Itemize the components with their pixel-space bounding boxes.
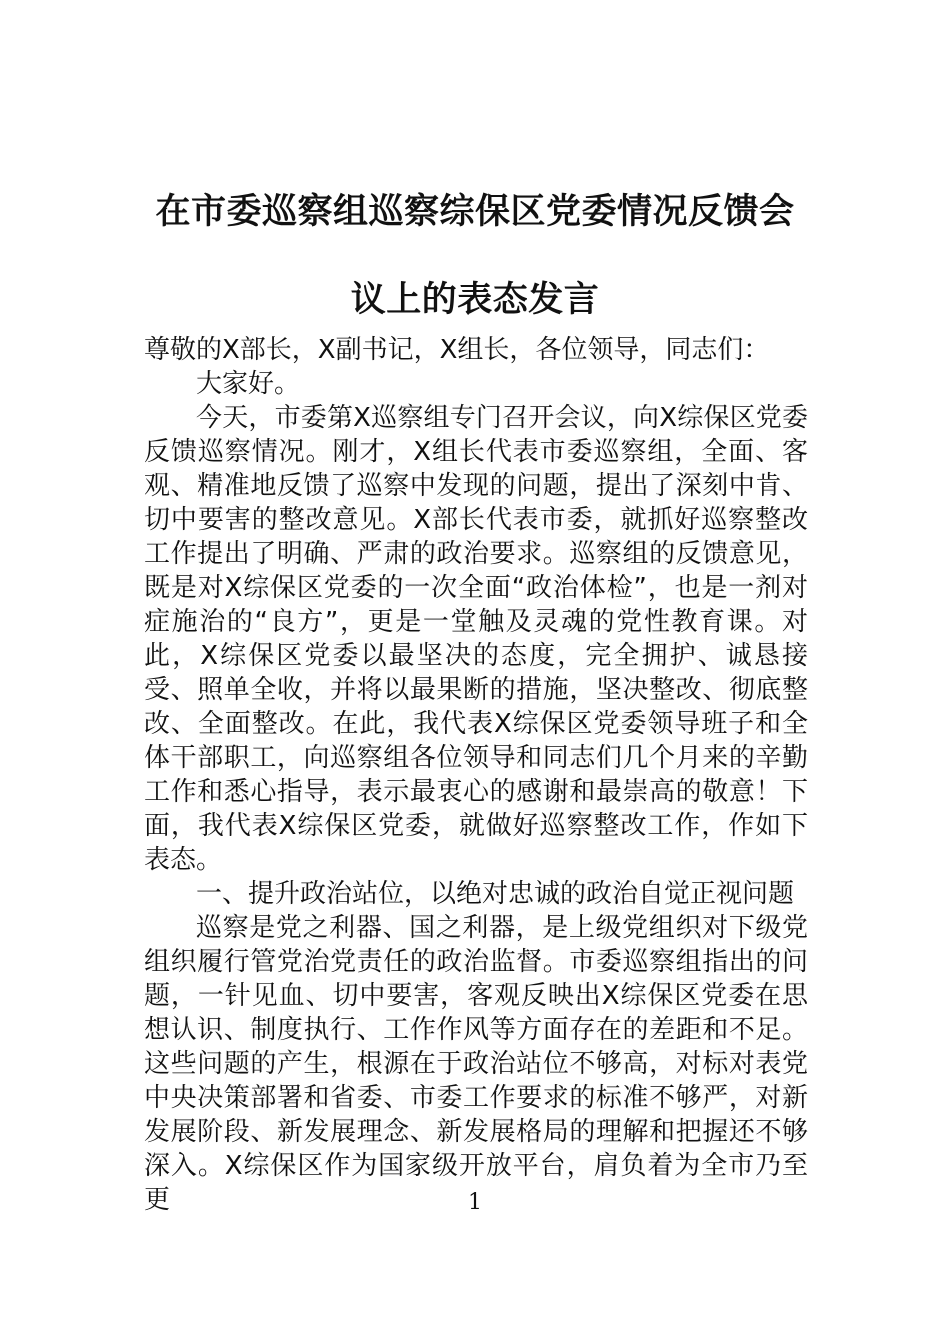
paragraph-section-1: 巡察是党之利器、国之利器，是上级党组织对下级党组织履行管党治党责任的政治监督。市委巡察组指出的问题，一针见血、切中要害，客观反映出X综保区党委在思想认识、制度执行、工作作风等方面存在的差距和不足。这些问题的产生，根源在于政治站位不够高，对标对表党中央决策部署和省委、市委工作要求的标准不够严，对新发展阶段、新发展理念、新发展格局的理解和把握还不够深入。X综保区作为国家级开放平台，肩负着为全市乃至更 — [144, 913, 808, 1215]
paragraph-intro: 今天，市委第X巡察组专门召开会议，向X综保区党委反馈巡察情况。刚才，X组长代表市委巡察组，全面、客观、精准地反馈了巡察中发现的问题，提出了深刻中肯、切中要害的整改意见。X部长代表市委，就抓好巡察整改工作提出了明确、严肃的政治要求。巡察组的反馈意见，既是对X综保区党委的一次全面“政治体检”，也是一剂对症施治的“良方”，更是一堂触及灵魂的党性教育课。对此，X综保区党委以最坚决的态度，完全拥护、诚恳接受、照单全收，并将以最果断的措施，坚决整改、彻底整改、全面整改。在此，我代表X综保区党委领导班子和全体干部职工，向巡察组各位领导和同志们几个月来的辛勤工作和悉心指导，表示最衷心的感谢和最崇高的敬意！下面，我代表X综保区党委，就做好巡察整改工作，作如下表态。 — [144, 403, 808, 875]
document-title: 在市委巡察组巡察综保区党委情况反馈会议上的表态发言 — [155, 192, 795, 320]
salutation: 尊敬的X部长，X副书记，X组长，各位领导，同志们： — [144, 335, 770, 365]
page-number: 1 — [468, 1190, 482, 1215]
paragraph-greeting: 大家好。 — [196, 369, 301, 399]
section-heading-1: 一、提升政治站位，以绝对忠诚的政治自觉正视问题 — [196, 879, 795, 909]
document-body — [144, 333, 808, 1217]
